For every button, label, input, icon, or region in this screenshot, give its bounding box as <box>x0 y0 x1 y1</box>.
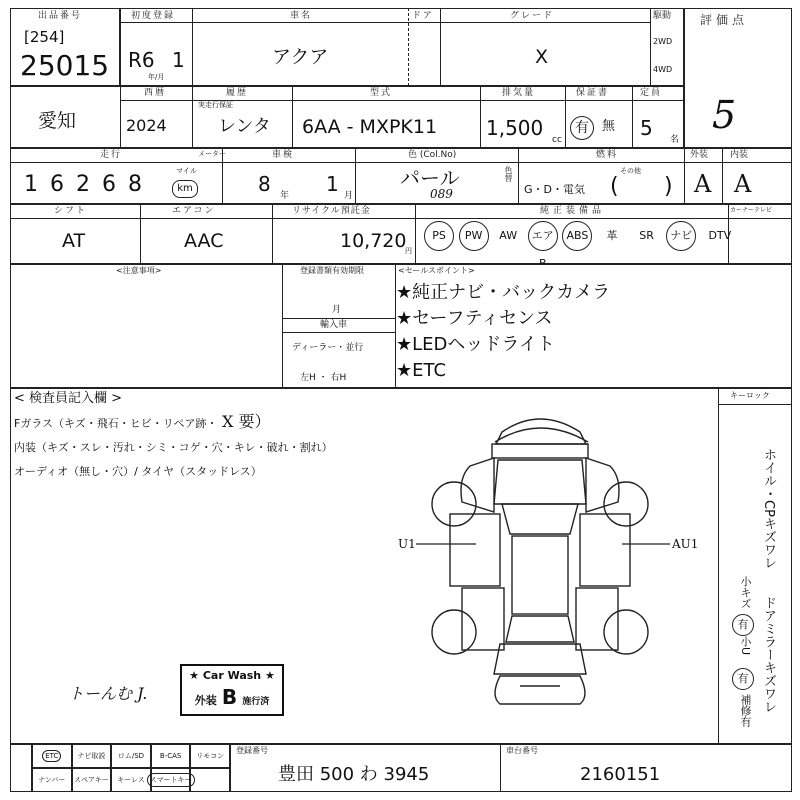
fuel-paren-open: ( <box>610 174 619 199</box>
plate-label: 登録番号 <box>236 746 268 755</box>
capacity-unit: 名 <box>670 135 680 145</box>
caution-label: <注意事項> <box>116 266 162 275</box>
damage-lines <box>390 528 690 558</box>
fuel-options: G・D・電気 <box>524 183 585 196</box>
equipment-item: 革 <box>606 229 618 242</box>
meter-label: メーター <box>198 150 226 158</box>
year-value: 2024 <box>126 116 167 135</box>
first-reg-value: R6 <box>128 48 155 72</box>
sales-point: ★LEDヘッドライト <box>396 334 555 355</box>
interior-label: 内装 <box>730 150 749 160</box>
mileage-digit: 6 <box>102 172 128 197</box>
drive-4wd: 4WD <box>653 65 673 74</box>
side-have-2: 有 <box>732 668 754 690</box>
accessory-cell <box>190 768 230 792</box>
exterior-label: 外装 <box>690 150 709 160</box>
drive-label: 駆動 <box>653 11 672 21</box>
capacity-value: 5 <box>640 116 653 140</box>
inspection-glass-mark: X 要） <box>222 412 271 431</box>
hood <box>494 460 586 504</box>
mileage-digit: 1 <box>24 172 50 197</box>
auction-sheet <box>10 8 792 792</box>
color-code: 089 <box>430 187 453 201</box>
capacity-label: 定員 <box>640 88 663 98</box>
mileage-unit-mile: マイル <box>176 167 197 175</box>
inspection-glass: Fガラス（キズ・飛石・ヒビ・リペア跡・ <box>14 417 218 430</box>
sales-point: ★純正ナビ・バックカメラ <box>396 282 611 303</box>
damage-mark-left: U1 <box>398 537 416 551</box>
recycle-value: 10,720 <box>340 230 407 252</box>
mileage-digit: 8 <box>128 172 154 197</box>
lot-number: 25015 <box>20 49 110 82</box>
equipment-item: SR <box>639 229 654 242</box>
equipment-item: AW <box>499 229 518 242</box>
car-damage-diagram <box>410 404 670 714</box>
mileage-unit-km: km <box>172 180 198 198</box>
carwash-done: 施行済 <box>242 697 270 707</box>
accessory-cell <box>190 744 230 768</box>
accessory-cell <box>32 744 72 768</box>
side-text-mirror: ドアミラーキズワレ <box>761 596 776 713</box>
carwash-grade: B <box>221 685 238 709</box>
accessory-cell <box>72 744 112 768</box>
left-rear-door <box>462 588 504 650</box>
side-small-2: 小U <box>739 636 752 656</box>
rear-window <box>506 616 574 642</box>
inspection-year: 8 <box>258 172 271 196</box>
accessory-label: ナビ取説 <box>77 752 106 760</box>
import-handle: 左H ・ 右H <box>300 373 347 383</box>
right-rear-door <box>576 588 618 650</box>
drive-2wd: 2WD <box>653 37 673 46</box>
score-box <box>684 8 792 148</box>
fuel-paren-close: ) <box>664 174 673 199</box>
cc-unit: cc <box>552 135 562 145</box>
lot-label: 出品番号 <box>38 11 83 21</box>
score-label: 評価点 <box>700 13 749 27</box>
model-label: 型式 <box>370 88 393 98</box>
side-small-1: 小キズ <box>739 576 752 609</box>
history-label: 履歴 <box>226 88 249 98</box>
accessory-cell <box>111 768 151 792</box>
accessory-label: スマートキー <box>147 773 195 787</box>
accessory-label: ナンバー <box>38 776 66 784</box>
carname-value: アクア <box>272 46 329 68</box>
warranty-yes: 有 <box>570 116 594 140</box>
plate-value: 豊田 500 わ 3945 <box>278 764 430 785</box>
year-label: 西暦 <box>144 88 167 98</box>
ac-label: エアコン <box>172 206 216 216</box>
front-bumper <box>495 428 588 442</box>
reg-deadline-month: 月 <box>332 305 342 315</box>
model-value: 6AA - MXPK11 <box>302 116 438 138</box>
score-value: 5 <box>712 93 737 137</box>
first-reg-month: 1 <box>172 48 185 72</box>
shift-value: AT <box>62 230 86 252</box>
accessory-side-column <box>10 744 32 792</box>
fuel-other: その他 <box>620 167 641 175</box>
mileage-digit: 6 <box>50 172 76 197</box>
inspection-audio: オーディオ（無し・穴）/ タイヤ（スタッドレス） <box>14 465 262 478</box>
carname-label: 車名 <box>290 11 313 21</box>
equipment-item: PW <box>459 221 489 251</box>
import-dealer: ディーラー・並行 <box>292 343 364 353</box>
mileage-digits <box>24 174 154 196</box>
accessory-label: ロム/SD <box>117 752 145 760</box>
wheel-rear-right <box>604 610 648 654</box>
accessory-cell <box>151 768 191 792</box>
side-repair: 補修有 <box>739 694 752 727</box>
damage-mark-right: AU1 <box>672 537 699 551</box>
equipment-item: ナビ <box>666 221 696 251</box>
inspection-year-unit: 年 <box>280 191 290 201</box>
rear-bumper <box>495 676 585 704</box>
keylock-label: キーロック <box>730 391 770 400</box>
color-change-label: 色替 <box>504 166 513 182</box>
keyless-label: カーナーテレビ <box>730 207 772 214</box>
chassis-value: 2160151 <box>580 764 661 785</box>
door-label: ドア <box>412 11 434 21</box>
warranty-no: 無 <box>602 119 616 134</box>
accessory-cell <box>111 744 151 768</box>
cc-value: 1,500 <box>486 116 544 140</box>
color-label: 色 (Col.No) <box>408 150 457 160</box>
lot-code: [254] <box>24 28 65 46</box>
inspection-interior: 内装（キズ・スレ・汚れ・シミ・コゲ・穴・キレ・破れ・割れ） <box>14 441 333 454</box>
first-reg-unit: 年/月 <box>148 73 165 81</box>
side-text-wheel: ホイル・CPキズワレ <box>761 448 776 569</box>
carwash-exterior: 外装 <box>194 694 217 707</box>
fuel-label: 燃料 <box>596 150 619 160</box>
equipment-label: 純正装備品 <box>540 206 606 216</box>
inspection-title: < 検査員記入欄 > <box>14 391 123 406</box>
accessory-label: キーレス <box>117 776 145 784</box>
mileage-label: 走行 <box>100 150 123 160</box>
equipment-item: DTV <box>708 229 732 242</box>
cc-label: 排気量 <box>502 88 536 98</box>
wheel-rear-left <box>432 610 476 654</box>
mileage-digit: 2 <box>76 172 102 197</box>
equipment-item: エア <box>528 221 558 251</box>
ac-value: AAC <box>184 230 224 252</box>
recycle-unit: 円 <box>405 247 412 255</box>
grade-label: グレード <box>510 11 555 21</box>
accessory-label: スペアキー <box>74 776 109 784</box>
warranty-label: 保証書 <box>576 88 610 98</box>
carwash-stamp <box>180 664 284 716</box>
accessory-cell <box>32 768 72 792</box>
color-value: パール <box>400 166 460 190</box>
accessory-label: ETC <box>42 750 61 762</box>
sales-label: <セールスポイント> <box>398 266 475 275</box>
chassis-label: 車台番号 <box>506 746 538 755</box>
region-value: 愛知 <box>38 110 77 132</box>
import-label: 輸入車 <box>320 320 348 330</box>
recycle-label: リサイクル預託金 <box>292 206 371 216</box>
shift-label: シフト <box>54 206 88 216</box>
sales-point: ★ETC <box>396 360 447 381</box>
inspector-signature: トーんむ J. <box>68 684 148 703</box>
accessory-cell <box>72 768 112 792</box>
accessory-cell <box>151 744 191 768</box>
exterior-value: A <box>694 170 712 198</box>
first-reg-label: 初度登録 <box>131 11 176 21</box>
grade-value: X <box>535 46 549 68</box>
inspection-label: 車検 <box>272 150 295 160</box>
accessory-label: リモコン <box>196 752 225 760</box>
header-row-box <box>120 8 684 86</box>
side-have-1: 有 <box>732 614 754 636</box>
equipment-item: ABS <box>562 221 592 251</box>
reg-deadline-label: 登録書類有効期限 <box>300 266 364 275</box>
carwash-title: ★ Car Wash ★ <box>189 669 275 682</box>
interior-value: A <box>734 170 752 198</box>
history-value: レンタ <box>218 116 271 137</box>
equipment-item: PS <box>424 221 454 251</box>
history-sub: 実走行保証 <box>198 101 233 109</box>
accessory-label: B-CAS <box>159 752 182 760</box>
inspection-month-unit: 月 <box>344 191 354 201</box>
inspection-month: 1 <box>326 172 339 196</box>
sales-point: ★セーフティセンス <box>396 308 553 329</box>
